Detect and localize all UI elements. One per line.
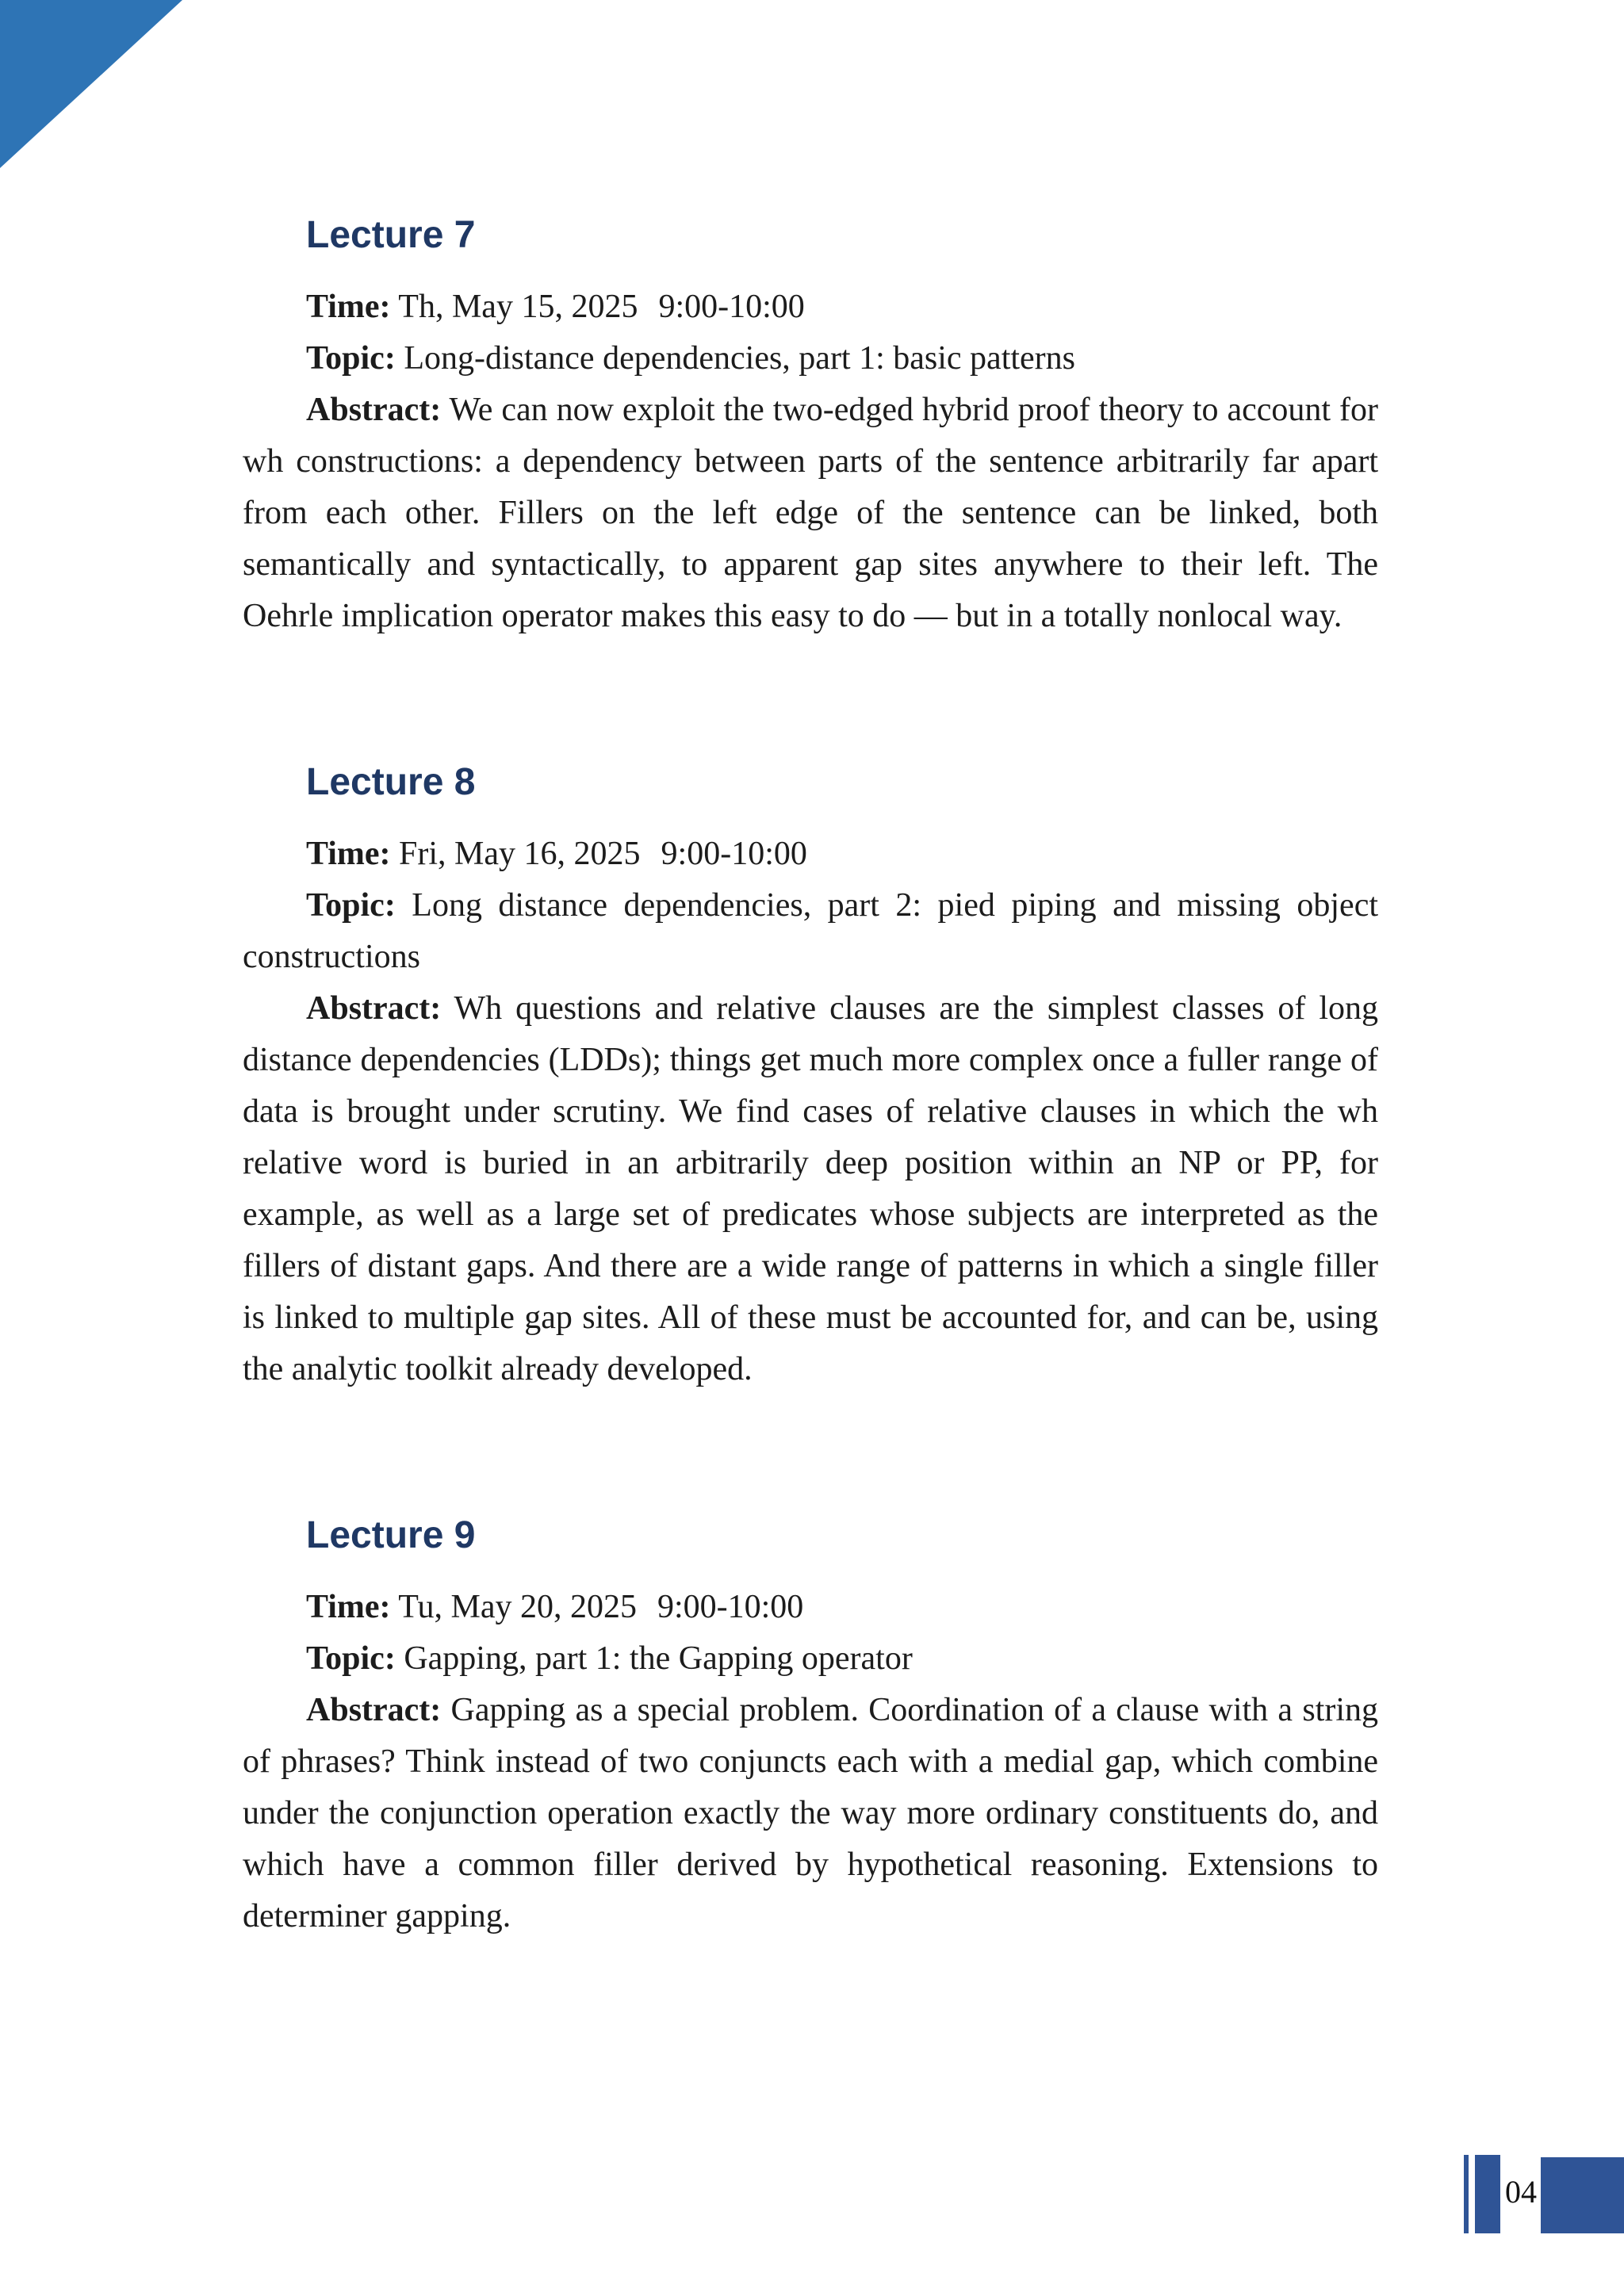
- time-range: 9:00-10:00: [661, 836, 807, 872]
- corner-triangle-decoration: [0, 0, 182, 168]
- time-label: Time:: [306, 836, 391, 872]
- lecture-title: Lecture 7: [306, 214, 476, 256]
- abstract-paragraph: [243, 385, 1378, 642]
- lecture-title: Lecture 8: [306, 761, 476, 803]
- abstract-text: We can now exploit the two-edged hybrid proof theory to account for wh constructions: a dependency between parts of the sentence arbitrarily far apart from each other. Fillers on the left edge of the sentence can be linked, both semantically and syntactically, to apparent gap sites anywhere to their left. The Oehrle implication operator makes this easy to do — but in a totally nonlocal way.: [243, 392, 1378, 634]
- footer-accent-block: [1541, 2157, 1624, 2233]
- time-row: [243, 1582, 1378, 1633]
- lecture-section-8: [243, 761, 1378, 1395]
- time-date: Tu, May 20, 2025: [398, 1589, 637, 1625]
- abstract-text: Gapping as a special problem. Coordination of a clause with a string of phrases? Think instead of two conjuncts each with a medial gap, which combine under the conjunction operation exactly the way more ordinary constituents do, and which have a common filler derived by hypothetical reasoning. Extensions to determiner gapping.: [243, 1692, 1378, 1934]
- abstract-label: Abstract:: [306, 990, 442, 1027]
- topic-label: Topic:: [306, 1640, 396, 1677]
- abstract-paragraph: [243, 983, 1378, 1395]
- lecture-section-9: [243, 1514, 1378, 1942]
- time-row: [243, 828, 1378, 880]
- time-label: Time:: [306, 1589, 391, 1625]
- topic-label: Topic:: [306, 887, 396, 924]
- lecture-section-7: [243, 214, 1378, 642]
- time-label: Time:: [306, 289, 391, 325]
- abstract-label: Abstract:: [306, 392, 442, 428]
- time-row: [243, 281, 1378, 333]
- time-range: 9:00-10:00: [657, 1589, 804, 1625]
- topic-text: Gapping, part 1: the Gapping operator: [404, 1640, 913, 1677]
- abstract-paragraph: [243, 1685, 1378, 1942]
- abstract-text: Wh questions and relative clauses are the simplest classes of long distance dependencies (LDDs); things get much more complex once a fuller range of data is brought under scrutiny. We find cases of relative clauses in which the wh relative word is buried in an arbitrarily deep position within an NP or PP, for example, as well as a large set of predicates whose subjects are interpreted as the fillers of distant gaps. And there are a wide range of patterns in which a single filler is linked to multiple gap sites. All of these must be accounted for, and can be, using the analytic toolkit already developed.: [243, 990, 1378, 1387]
- footer-bar-thin: [1464, 2155, 1469, 2233]
- topic-row: [243, 880, 1378, 983]
- lecture-title: Lecture 9: [306, 1514, 476, 1556]
- topic-row: [243, 1633, 1378, 1685]
- page-number: 04: [1505, 2174, 1537, 2210]
- topic-text: Long-distance dependencies, part 1: basic patterns: [404, 340, 1076, 377]
- topic-label: Topic:: [306, 340, 396, 377]
- footer-bar-wide: [1475, 2155, 1500, 2233]
- time-range: 9:00-10:00: [658, 289, 805, 325]
- time-date: Th, May 15, 2025: [398, 289, 638, 325]
- abstract-label: Abstract:: [306, 1692, 442, 1728]
- topic-row: [243, 333, 1378, 385]
- time-date: Fri, May 16, 2025: [399, 836, 641, 872]
- page-content: [243, 0, 1378, 1942]
- topic-text: Long distance dependencies, part 2: pied piping and missing object constructions: [243, 887, 1379, 975]
